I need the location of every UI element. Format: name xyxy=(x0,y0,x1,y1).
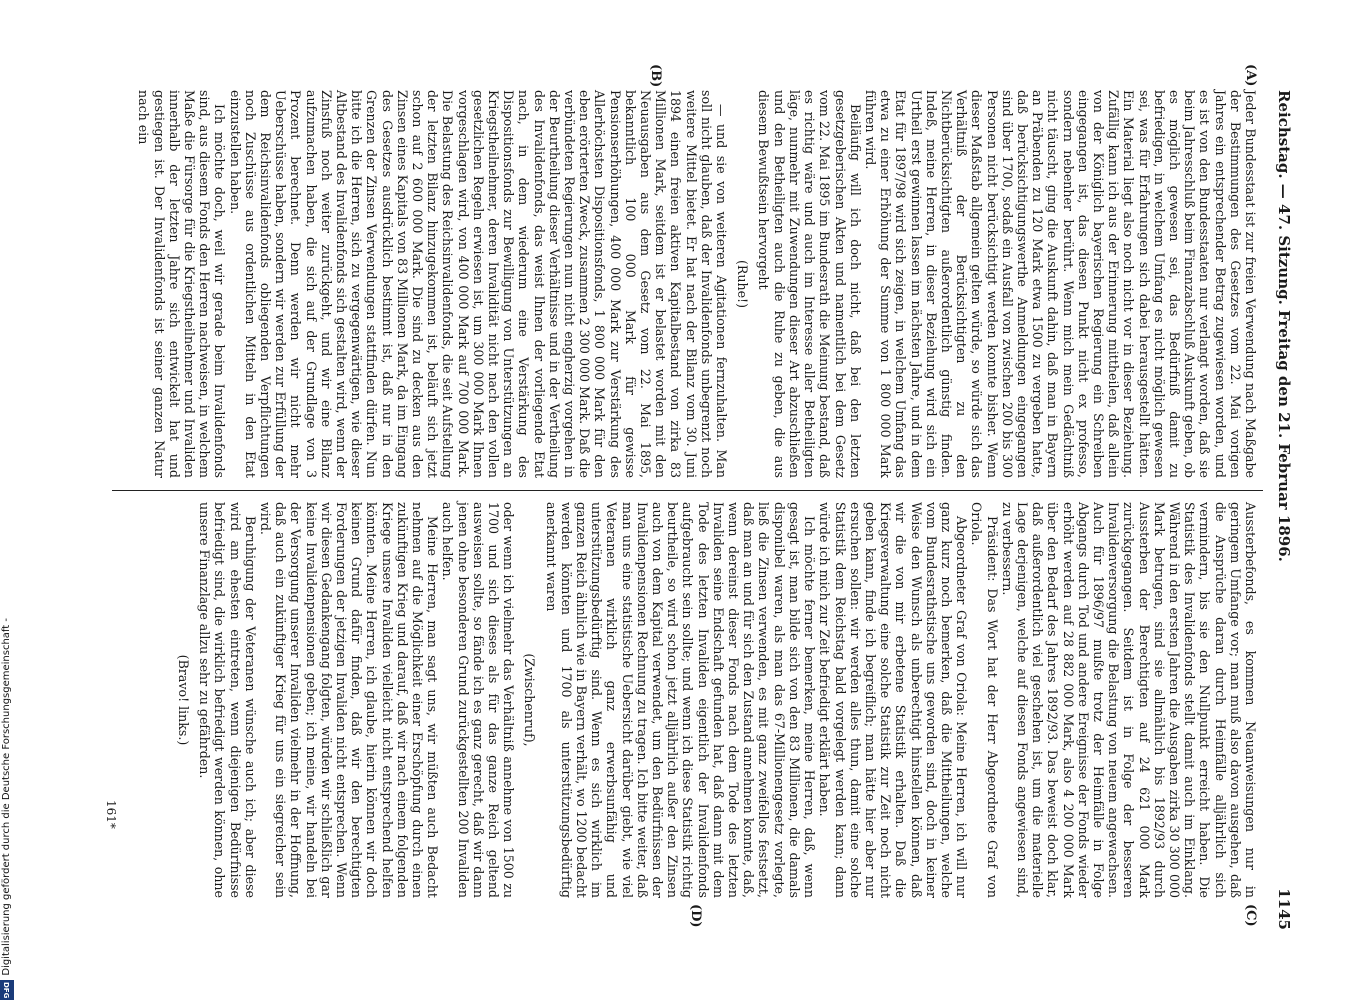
interjection: (Zwischenruf), xyxy=(522,653,538,747)
paragraph: Jeder Bundesstaat ist zur freien Verwendung nach Maßgabe der Bestimmungen des Gesetzes vom 22. Mai vorigen Jahres ein entsprechender Betrag zugewiesen worden, und es ist von den Bundesstaaten nur verlangt worden, daß sie beim Jahresschluß beim Finanzabschluß Auskunft geben, ob es möglich gewesen sei, das Bedürfniß damit zu befriedigen, in welchem Umfang es nicht möglich gewesen sei, was für Erfahrungen sich dabei herausgestellt hätten. Ein Material liegt also noch nicht vor in dieser Beziehung. Zufällig kann ich aus der Erinnerung mittheilen, daß allein von der Königlich bayerischen Regierung ein Schreiben eingegangen ist, das diesen Punkt nicht ex professo, sondern nebenher berührt. Wenn mich mein Gedächtniß nicht täuscht, ging die Auskunft dahin, daß man in Bayern an Präbenden zu 120 Mark etwa 1500 zu vergeben hatte, daß berücksichtigungswerthe Anmeldungen eingegangen sind über 1700, sodaß ein Ausfall von zwischen 200 bis 300 Personen nicht berücksichtigt werden konnte bisher. Wenn dieser Maßstab allgemein gelten würde, so würde sich das Verhältniß der Berücksichtigten zu den Nichtberücksichtigten außerordentlich günstig finden. Indeß, meine Herren, in dieser Beziehung wird sich ein Urtheil erst gewinnen lassen im nächsten Jahre, und in dem Etat für 1897/98 wird sich zeigen, in welchem Umfang das etwa zu einer Erhöhung der Summe von 1 800 000 Mark führen wird. xyxy=(862,90,1258,478)
left-column xyxy=(136,90,1258,478)
digitization-note xyxy=(0,0,14,1000)
paragraph: Beiläufig will ich doch nicht, daß bei den letzten gesetzgeberischen Akten und namentlich bei dem Gesetz vom 22. Mai 1895 im Bundesrath die Meinung bestand, daß es richtig wäre und auch im Interesse aller Betheiligten läge, nunmehr mit Zuwendungen dieser Art abzuschließen und den Betheiligten auch die Ruhe zu geben, die aus diesem Bewußtsein hervorgeht xyxy=(756,90,863,478)
speaker-paragraph: Abgeordneter Graf von Oriola: Meine Herren, ich will nur ganz kurz noch bemerken, daß die Mittheilungen, welche vom Bundesrathstische uns geworden sind, doch in keiner Weise den Wunsch als unberechtigt hinstellen können, daß wir die von mir erbetene Statistik erhalten. Daß die Kriegsverwaltung eine solche Statistik zur Zeit noch nicht geben kann, finde ich begreiflich; man hätte hier aber nur ersuchen sollen: wir werden alles thun, damit eine solche Statistik dem Reichstag bald vorgelegt werden kann; dann würde ich mich zur Zeit befriedigt erklärt haben. xyxy=(817,502,970,898)
interjection: (Ruhe!) xyxy=(735,259,751,309)
paragraph: Ich möchte doch, weil wir gerade beim Invalidenfonds sind, aus diesem Fonds den Herren nachweisen, in welchem Maße die Fürsorge für die Kriegstheilnehmer und Invaliden innerhalb der letzten Jahre sich entwickelt hat und gestiegen ist. Der Invalidenfonds ist seiner ganzen Natur nach ein xyxy=(136,90,228,478)
dfg-logo: DFG xyxy=(0,980,14,1000)
paragraph: Meine Herren, man sagt uns, wir müßten auch Bedacht nehmen auf die Möglichkeit einer Erschöpfung durch einen zukünftigen Krieg und darauf, daß wir nach einem folgenden Kriege unsere Invaliden vielleicht nicht entsprechend helfen könnten. Meine Herren, ich glaube, hierin können wir doch keinen Grund dafür finden, daß wir den berechtigten Forderungen der jetzigen Invaliden nicht entsprechen. Wenn wir diesen Gedankengang folgten, würden wir schließlich gar keine Invalidenpensionen geben; ich meine, wir handeln bei der Versorgung unserer Invaliden vielmehr in der Hoffnung, daß auch ein zukünftiger Krieg für uns ein siegreicher sein wird. xyxy=(258,502,441,898)
paragraph: oder wenn ich vielmehr das Verhältniß annehme von 1500 zu 1700 und sich dieses als für das ganze Reich geltend ausweisen sollte, so fände ich es ganz gerecht, daß wir dann jenen ohne besonderen Grund zurückgestellten 200 Invaliden auch helfen. xyxy=(440,502,517,898)
header-page-number: 1145 xyxy=(1275,888,1293,930)
speaker-paragraph: Präsident: Das Wort hat der Herr Abgeordnete Graf von Oriola. xyxy=(969,502,1000,898)
page-header xyxy=(1267,90,1293,930)
signature-number: 161* xyxy=(104,800,118,829)
interjection: (Bravo! links.) xyxy=(175,654,191,746)
paragraph: Beruhigung der Veteranen wünsche auch ich; aber diese wird am ehesten eintreten, wenn diejenigen Bedürfnisse befriedigt sind, die wirklich befriedigt werden können, ohne unsere Finanzlage allzu sehr zu gefährden. xyxy=(197,502,258,898)
digitization-note-text: Digitalisierung gefördert durch die Deutsche Forschungsgemeinschaft - xyxy=(1,618,12,976)
margin-mark-d: (D) xyxy=(688,904,703,928)
paragraph: — und sie von weiteren Agitationen fernzuhalten. Man soll nicht glauben, daß der Invalidenfonds unbegrenzt noch weitere Mittel bietet. Er hat nach der Bilanz vom 30. Juni 1894 einen freien aktiven Kapitalbestand von zirka 83 Millionen Mark, seitdem ist er belastet worden mit den Neuausgaben aus dem Gesetz vom 22. Mai 1895, bekanntlich 100 000 Mark für gewisse Pensionserhöhungen, 400 000 Mark zur Verstärkung des Allerhöchsten Dispositionsfonds, 1 800 000 Mark für den eben erörterten Zweck, zusammen 2 300 000 Mark. Daß die verbündeten Regierungen nun nicht engherzig vorgehen in der Beurtheilung dieser Verhältnisse und in der Vertheilung des Invalidenfonds, das weist Ihnen der vorliegende Etat nach, in dem wiederum eine Verstärkung des Dispositionsfonds zur Bewilligung von Unterstützungen an Kriegstheilnehmer, deren Invalidität nicht nach den vollen gesetzlichen Regeln erwiesen ist, um 300 000 Mark Ihnen vorgeschlagen wird, von 400 000 Mark auf 700 000 Mark. Die Belastung des Reichsinvalidenfonds, die seit Aufstellung der letzten Bilanz hinzugekommen ist, beläuft sich jetzt schon auf 2 600 000 Mark. Die sind zu decken aus den Zinsen eines Kapitals von 83 Millionen Mark, da im Eingang des Gesetzes ausdrücklich bestimmt ist, daß nur in den Grenzen der Zinsen Verwendungen stattfinden dürfen. Nun bitte ich die Herren, sich zu vergegenwärtigen, wie dieser Altbestand des Invalidenfonds sich gestalten wird, wenn der Zinsfuß noch weiter zurückgeht, und wir eine Bilanz aufzumachen haben, die sich auf der Grundlage von 3 Prozent berechnet. Denn werden wir nicht mehr Ueberschüsse haben, sondern wir werden zur Erfüllung der dem Reichsinvalidenfonds obliegenden Verpflichtungen noch Zuschüsse aus ordentlichen Mitteln in den Etat einzustellen haben. xyxy=(227,90,730,478)
margin-mark-b: (B) xyxy=(648,64,663,88)
header-title: Reichstag. — 47. Sitzung. Freitag den 21. Februar 1896. xyxy=(1275,90,1293,562)
column-divider xyxy=(112,490,1263,491)
margin-mark-c: (C) xyxy=(1243,904,1258,927)
margin-mark-a: (A) xyxy=(1243,64,1258,87)
right-column xyxy=(170,502,1258,898)
paragraph: Aussterbefonds, es kommen Neuanweisungen nur in geringem Umfange vor; man muß also davon ausgehen, daß die Ansprüche daran durch Heimfälle alljährlich sich vermindern, bis sie den Nullpunkt erreicht haben. Die Statistik des Invalidenfonds stellt damit auch im Einklang. Während in den ersten Jahren die Ausgaben zirka 30 300 000 Mark betrugen, sind sie allmählich bis 1892/93 durch Aussterben der Berechtigten auf 24 621 000 Mark zurückgegangen. Seitdem ist in Folge der besseren Invalidenversorgung die Belastung von neuem angewachsen. Auch für 1896/97 mußte trotz der Heimfälle in Folge Abgangs durch Tod und andere Ereignisse der Fonds wieder erhöht werden auf 28 882 000 Mark, also 4 200 000 Mark über den Bedarf des Jahres 1892/93. Das beweist doch klar, daß außerordentlich viel geschehen ist, um die materielle Lage derjenigen, welche auf diesen Fonds angewiesen sind, zu verbessern. xyxy=(999,502,1258,898)
paragraph: Ich möchte ferner bemerken, meine Herren, daß, wenn gesagt ist, man bilde sich von den 83 Millionen, die damals disponibel waren, als man das 67-Millionengesetz vorlegte, ließ die Zinsen verwenden, es mit ganz zweifellos festsetzt, daß man an und für sich den Zustand annehmen konnte, daß, wenn dereinst dieser Fonds nach dem Tode des letzten Invaliden seine Endschaft gefunden hat, daß dann mit dem Tode des letzten Invaliden eigentlich der Invalidenfonds aufgebraucht sein sollte; und wenn ich diese Statistik richtig beurtheile, so wird schon jetzt alljährlich außer den Zinsen auch von dem Kapital verwendet, um den Bedürfnissen der Invalidenpensionen Rechnung zu tragen. Ich bitte weiter, daß man uns eine statistische Uebersicht darüber giebt, wie viel Veteranen wirklich ganz erwerbsunfähig und unterstützungsbedürftig sind. Wenn es sich wirklich im ganzen Reich ähnlich wie in Bayern verhält, wo 1200 bedacht werden könnten und 1700 als unterstützungsbedürftig anerkannt waren xyxy=(543,502,818,898)
